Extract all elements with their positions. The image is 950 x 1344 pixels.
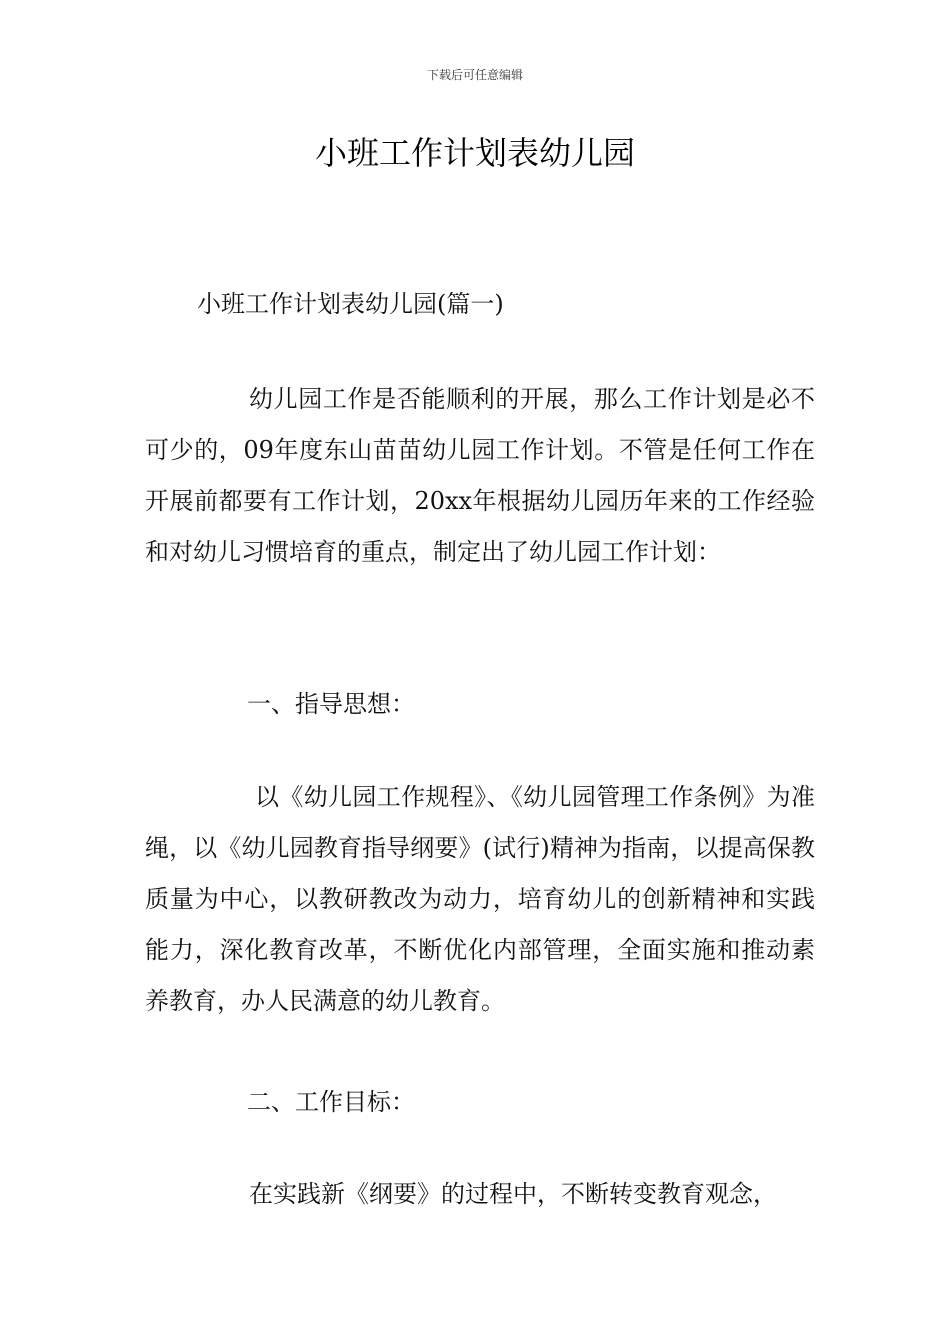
guiding-heading: 一、指导思想：: [247, 690, 415, 718]
goals-heading: 二、工作目标：: [247, 1088, 415, 1116]
guiding-paragraph: 以《幼儿园工作规程》、《幼儿园管理工作条例》为准绳，以《幼儿园教育指导纲要》(试行)精神为指南，以提高保教质量为中心，以教研教改为动力，培育幼儿的创新精神和实践能力，深化教育改革，不断优化内部管理，全面实施和推动素养教育，办人民满意的幼儿教育。: [145, 783, 815, 1015]
goals-paragraph: 在实践新《纲要》的过程中，不断转变教育观念，: [249, 1180, 777, 1208]
section-title: 小班工作计划表幼儿园(篇一): [197, 290, 504, 318]
intro-paragraph: 幼儿园工作是否能顺利的开展，那么工作计划是必不可少的，09年度东山苗苗幼儿园工作计划。不管是任何工作在开展前都要有工作计划，20xx年根据幼儿园历年来的工作经验和对幼儿习惯培育的重点，制定出了幼儿园工作计划：: [145, 385, 815, 566]
header-note: 下载后可任意编辑: [426, 68, 523, 82]
document-title: 小班工作计划表幼儿园: [314, 134, 635, 172]
